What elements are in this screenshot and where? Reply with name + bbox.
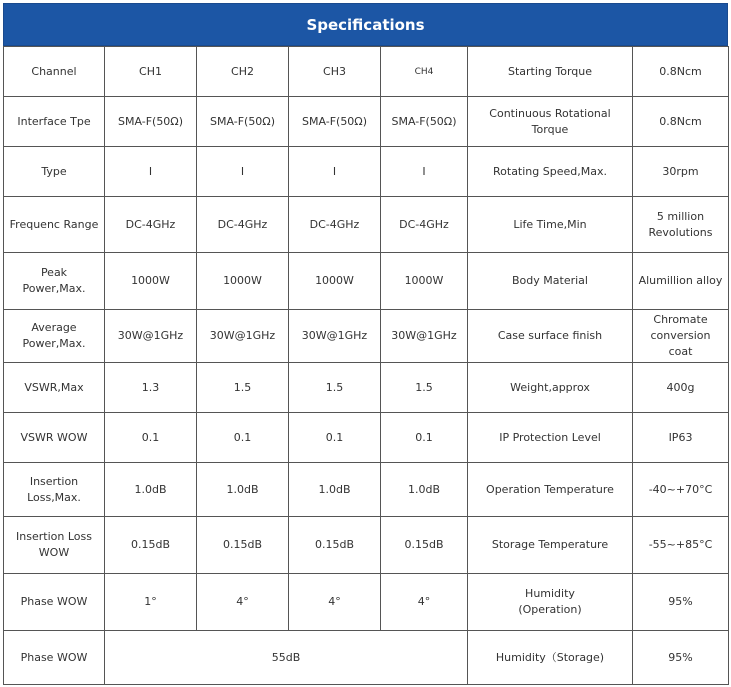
table-cell: 30W@1GHz (381, 310, 468, 363)
table-cell: 0.1 (105, 413, 197, 463)
table-cell: 1000W (381, 253, 468, 310)
table-cell: 0.1 (197, 413, 289, 463)
row-label: Continuous Rotational Torque (468, 97, 633, 147)
row-label: Phase WOW (4, 631, 105, 685)
table-cell: 1.0dB (381, 463, 468, 517)
table-cell: 1.0dB (105, 463, 197, 517)
row-label: Weight,approx (468, 363, 633, 413)
table-cell: 30W@1GHz (289, 310, 381, 363)
row-label: Interface Tpe (4, 97, 105, 147)
table-cell: 400g (633, 363, 729, 413)
row-label: Humidity (Operation) (468, 574, 633, 631)
table-row (4, 310, 729, 363)
row-label: Insertion Loss WOW (4, 517, 105, 574)
row-label: Rotating Speed,Max. (468, 147, 633, 197)
table-row (4, 517, 729, 574)
table-cell: 1° (105, 574, 197, 631)
spec-container (3, 3, 728, 685)
table-cell: CH4 (381, 47, 468, 97)
table-row (4, 631, 729, 685)
table-cell: 1.5 (381, 363, 468, 413)
row-label: Insertion Loss,Max. (4, 463, 105, 517)
table-cell: 0.15dB (105, 517, 197, 574)
table-cell: 1.0dB (197, 463, 289, 517)
spec-title: Specifications (3, 3, 728, 46)
table-cell: 1.5 (289, 363, 381, 413)
row-label: Channel (4, 47, 105, 97)
table-row (4, 97, 729, 147)
table-cell: 55dB (105, 631, 468, 685)
table-cell: 0.8Ncm (633, 47, 729, 97)
table-cell: 30rpm (633, 147, 729, 197)
spec-table (3, 46, 729, 685)
table-cell: SMA-F(50Ω) (381, 97, 468, 147)
table-cell: I (197, 147, 289, 197)
table-cell: 1.3 (105, 363, 197, 413)
table-row (4, 47, 729, 97)
table-cell: 1.0dB (289, 463, 381, 517)
table-row (4, 197, 729, 253)
row-label: Phase WOW (4, 574, 105, 631)
table-cell: -40~+70°C (633, 463, 729, 517)
table-row (4, 147, 729, 197)
row-label: Frequenc Range (4, 197, 105, 253)
table-cell: IP63 (633, 413, 729, 463)
table-cell: DC-4GHz (289, 197, 381, 253)
row-label: Humidity（Storage) (468, 631, 633, 685)
row-label: Case surface finish (468, 310, 633, 363)
row-label: Storage Temperature (468, 517, 633, 574)
table-row (4, 574, 729, 631)
table-cell: 0.15dB (289, 517, 381, 574)
table-cell: 30W@1GHz (105, 310, 197, 363)
table-cell: DC-4GHz (105, 197, 197, 253)
table-cell: 0.15dB (197, 517, 289, 574)
table-cell: CH1 (105, 47, 197, 97)
table-cell: 95% (633, 631, 729, 685)
table-cell: I (105, 147, 197, 197)
row-label: Life Time,Min (468, 197, 633, 253)
table-cell: 30W@1GHz (197, 310, 289, 363)
table-cell: DC-4GHz (197, 197, 289, 253)
row-label: Body Material (468, 253, 633, 310)
table-cell: 4° (289, 574, 381, 631)
table-cell: 4° (381, 574, 468, 631)
table-cell: DC-4GHz (381, 197, 468, 253)
table-cell: -55~+85°C (633, 517, 729, 574)
table-cell: CH2 (197, 47, 289, 97)
row-label: VSWR WOW (4, 413, 105, 463)
table-cell: 4° (197, 574, 289, 631)
row-label: Average Power,Max. (4, 310, 105, 363)
row-label: Peak Power,Max. (4, 253, 105, 310)
table-cell: 0.8Ncm (633, 97, 729, 147)
table-cell: 95% (633, 574, 729, 631)
table-row (4, 363, 729, 413)
table-row (4, 413, 729, 463)
table-cell: 1000W (289, 253, 381, 310)
table-cell: 5 million Revolutions (633, 197, 729, 253)
table-row (4, 253, 729, 310)
table-cell: I (289, 147, 381, 197)
table-cell: I (381, 147, 468, 197)
table-row (4, 463, 729, 517)
table-cell: 0.1 (289, 413, 381, 463)
row-label: IP Protection Level (468, 413, 633, 463)
row-label: Starting Torque (468, 47, 633, 97)
table-cell: Alumillion alloy (633, 253, 729, 310)
row-label: VSWR,Max (4, 363, 105, 413)
table-cell: SMA-F(50Ω) (197, 97, 289, 147)
table-cell: 0.1 (381, 413, 468, 463)
table-cell: CH3 (289, 47, 381, 97)
table-cell: Chromate conversion coat (633, 310, 729, 363)
row-label: Type (4, 147, 105, 197)
table-cell: 1.5 (197, 363, 289, 413)
table-cell: SMA-F(50Ω) (289, 97, 381, 147)
row-label: Operation Temperature (468, 463, 633, 517)
table-cell: 0.15dB (381, 517, 468, 574)
table-cell: 1000W (197, 253, 289, 310)
table-cell: SMA-F(50Ω) (105, 97, 197, 147)
table-cell: 1000W (105, 253, 197, 310)
